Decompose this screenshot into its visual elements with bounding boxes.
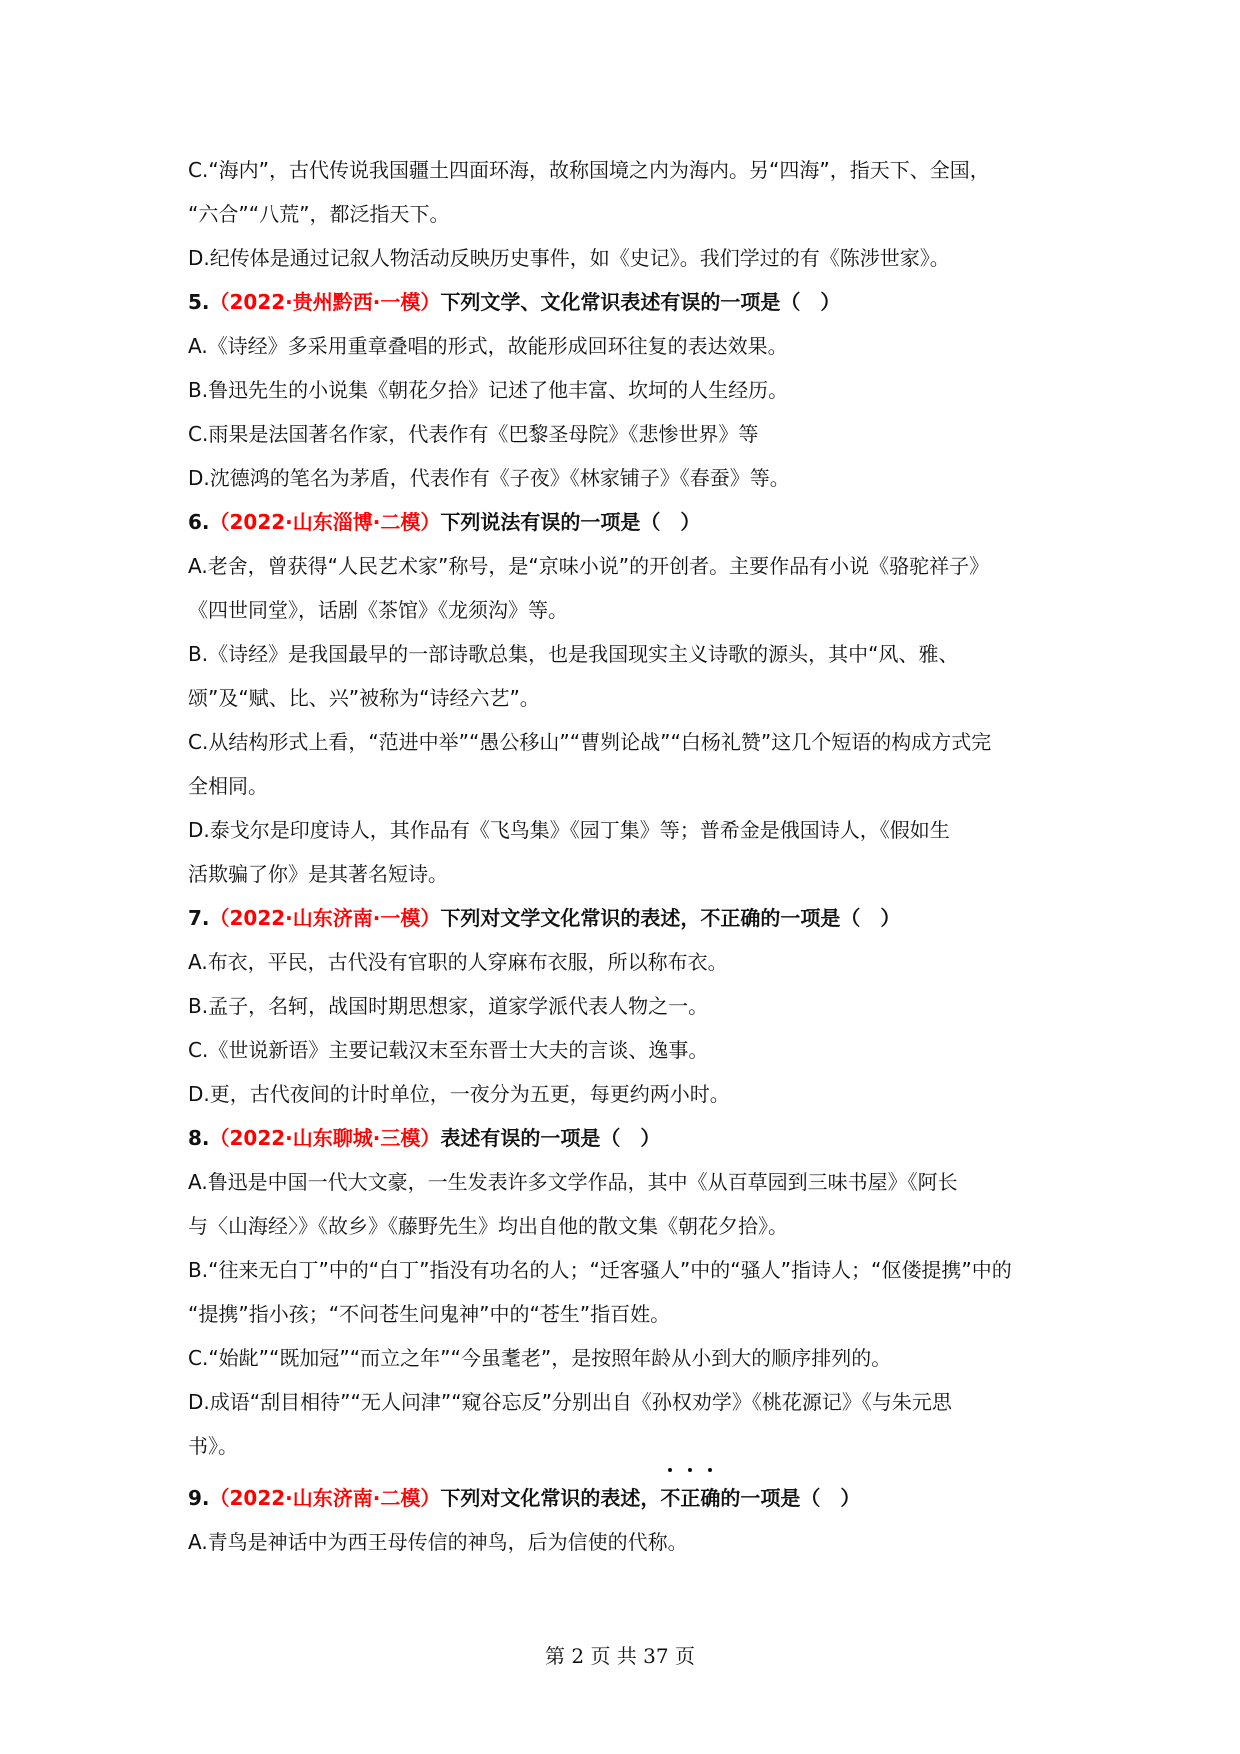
question-stem: 下列说法有误的一项是（ ）	[440, 510, 701, 534]
option-line: C.“始龀”“既加冠”“而立之年”“今虽耄老”，是按照年龄从小到大的顺序排列的。	[188, 1346, 892, 1370]
option-line: A.老舍，曾获得“人民艺术家”称号，是“京味小说”的开创者。主要作品有小说《骆驼祥子》	[188, 554, 990, 578]
emphasized-char: 正	[680, 1476, 700, 1520]
question-source: （2022·山东济南·二模）	[209, 1486, 441, 1510]
question-stem: 下列对文学文化常识的表述，不正确的一项是（ ）	[440, 906, 901, 930]
option-line: 活欺骗了你》是其著名短诗。	[188, 862, 448, 886]
option-line: C.从结构形式上看，“范进中举”“愚公移山”“曹刿论战”“白杨礼赞”这几个短语的构成方式完	[188, 730, 992, 754]
page-footer: 第 2 页 共 37 页	[545, 1644, 695, 1668]
option-line: 与〈山海经〉》《故乡》《藤野先生》均出自他的散文集《朝花夕拾》。	[188, 1214, 788, 1238]
document-page	[188, 148, 1068, 1564]
question-source: （2022·山东济南·一模）	[209, 906, 441, 930]
question-stem: 下列文学、文化常识表述有误的一项是（ ）	[440, 290, 841, 314]
question-8-header	[188, 1116, 1068, 1160]
question-9-header	[188, 1476, 1068, 1520]
question-stem: 表述有误的一项是（ ）	[440, 1126, 661, 1150]
question-source: （2022·贵州黔西·一模）	[209, 290, 441, 314]
question-source: （2022·山东淄博·二模）	[209, 510, 441, 534]
question-number: 5.	[188, 290, 210, 314]
text-line: C.“海内”，古代传说我国疆土四面环海，故称国境之内为海内。另“四海”，指天下、全国，	[188, 158, 990, 182]
emphasized-char: 确	[700, 1476, 720, 1520]
text-line: “六合”“八荒”，都泛指天下。	[188, 202, 450, 226]
option-line: 《四世同堂》，话剧《茶馆》《龙须沟》等。	[188, 598, 568, 622]
option-line: A.《诗经》多采用重章叠唱的形式，故能形成回环往复的表达效果。	[188, 334, 788, 358]
option-line: C.雨果是法国著名作家，代表作有《巴黎圣母院》《悲惨世界》等	[188, 422, 759, 446]
option-line: B.《诗经》是我国最早的一部诗歌总集，也是我国现实主义诗歌的源头，其中“风、雅、	[188, 642, 959, 666]
question-number: 8.	[188, 1126, 210, 1150]
option-line: B.鲁迅先生的小说集《朝花夕拾》记述了他丰富、坎坷的人生经历。	[188, 378, 789, 402]
option-line: D.泰戈尔是印度诗人，其作品有《飞鸟集》《园丁集》等；普希金是俄国诗人，《假如生	[188, 818, 950, 842]
emphasized-char: 不	[660, 1476, 680, 1520]
option-line: B.“往来无白丁”中的“白丁”指没有功名的人；“迁客骚人”中的“骚人”指诗人；“伛偻提携”中的	[188, 1258, 1012, 1282]
question-number: 6.	[188, 510, 210, 534]
question-source: （2022·山东聊城·三模）	[209, 1126, 441, 1150]
question-6-header	[188, 500, 1068, 544]
question-number: 7.	[188, 906, 210, 930]
question-stem-after: 的一项是（ ）	[720, 1486, 861, 1510]
question-5-header	[188, 280, 1068, 324]
option-line: A.鲁迅是中国一代大文豪，一生发表许多文学作品，其中《从百草园到三味书屋》《阿长	[188, 1170, 958, 1194]
option-line: D.成语“刮目相待”“无人问津”“窥谷忘反”分别出自《孙权劝学》《桃花源记》《与朱元思	[188, 1390, 952, 1414]
question-7-header	[188, 896, 1068, 940]
option-line: 全相同。	[188, 774, 268, 798]
option-line: A.布衣，平民，古代没有官职的人穿麻布衣服，所以称布衣。	[188, 950, 728, 974]
option-line: D.沈德鸿的笔名为茅盾，代表作有《子夜》《林家铺子》《春蚕》等。	[188, 466, 790, 490]
option-line: “提携”指小孩；“不问苍生问鬼神”中的“苍生”指百姓。	[188, 1302, 671, 1326]
option-line: 书》。	[188, 1434, 238, 1458]
option-line: D.更，古代夜间的计时单位，一夜分为五更，每更约两小时。	[188, 1082, 730, 1106]
option-line: C.《世说新语》主要记载汉末至东晋士大夫的言谈、逸事。	[188, 1038, 709, 1062]
question-number: 9.	[188, 1486, 210, 1510]
question-stem-before: 下列对文化常识的表述，	[440, 1486, 661, 1510]
text-line: D.纪传体是通过记叙人物活动反映历史事件，如《史记》。我们学过的有《陈涉世家》。	[188, 246, 950, 270]
option-line: B.孟子，名轲，战国时期思想家，道家学派代表人物之一。	[188, 994, 709, 1018]
option-line: 颂”及“赋、比、兴”被称为“诗经六艺”。	[188, 686, 540, 710]
option-line: A.青鸟是神话中为西王母传信的神鸟，后为信使的代称。	[188, 1530, 688, 1554]
